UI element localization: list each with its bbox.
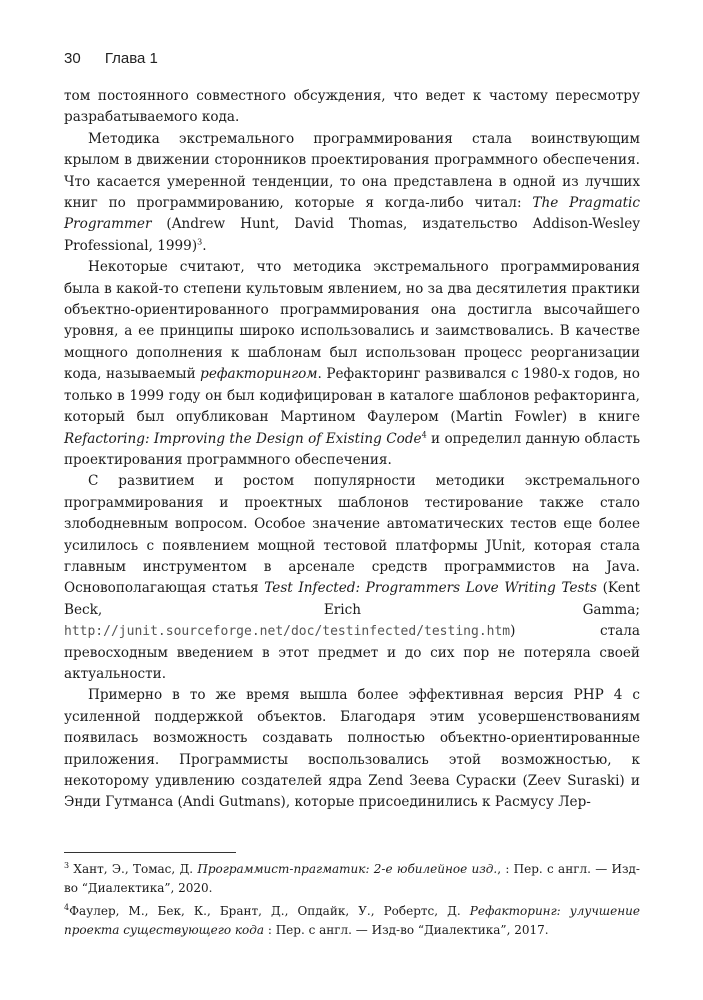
book-title: The Pragmatic Programmer [64, 195, 640, 233]
footnote-ref[interactable]: 4 [421, 429, 427, 439]
text-run: , : Пер. с англ. — Изд-во “Диалектика”, 2020. [64, 862, 640, 895]
text-run: (Andrew Hunt, David Thomas, издательство Addison-Wesley Professional, 1999) [64, 216, 640, 254]
paragraph: том постоянного совместного обсуждения, что ведет к частому пересмотру разрабатываемого кода. [64, 88, 640, 126]
text-run: Методика экстремального программирования стала воинствующим крылом в движении сторонников проектирования программного обеспечения. Что касается умеренной тенденции, то она представлена в одной из лучших книг по программированию, которые я когда-либо читал: [64, 130, 640, 212]
footnote [64, 860, 640, 898]
text-run: (Kent Beck, Erich Gamma; [64, 580, 640, 618]
text-run: . [202, 237, 207, 254]
footnote-title: Программист-прагматик: 2-е юбилейное изд. [197, 862, 498, 876]
footnotes [64, 860, 640, 944]
paragraph: Примерно в то же время вышла более эффективная версия PHP 4 с усиленной поддержкой объектов. Благодаря этим усовершенствованиям появилась возможность создавать полностью объектно-ориентированные приложения. Программисты воспользовались этой возможностью, к некоторому удивлению создателей ядра Zend Зеева Сураски (Zeev Suraski) и Энди Гутманса (Andi Gutmans), которые присоединились к Расмусу Лер- [64, 687, 640, 811]
text-run: Некоторые считают, что методика экстремального программирования была в какой-то степени культовым явлением, но за два десятилетия практики объектно-ориентированного программирования она достигла высочайшего уровня, а ее принципы широко использовались и заимствовались. В качестве мощного дополнения к шаблонам был использован процесс реорганизации кода, называемый [64, 259, 640, 383]
text-run: и определил данную область проектирования программного обеспечения. [64, 430, 641, 468]
footnote [64, 902, 640, 940]
footnote-number: 3 [64, 861, 70, 870]
footnote-number: 4 [64, 903, 70, 912]
page-number: 30 [64, 50, 81, 67]
text-run: С развитием и ростом популярности методики экстремального программирования и проектных шаблонов тестирование также стало злободневным вопросом. Особое значение автоматических тестов еще более усилилось с появлением мощной тестовой платформы JUnit, которая стала главным инструментом в арсенале средств программистов на Java. Основополагающая статья [64, 473, 640, 597]
text-run: . Рефакторинг развивался с 1980-х годов, но только в 1999 году он был кодифицирован в каталоге шаблонов рефакторинга, который был опубликован Мартином Фаулером (Martin Fowler) в книге [64, 366, 640, 426]
url-link[interactable]: http://junit.sourceforge.net/doc/testinfected/testing.htm [64, 624, 511, 640]
book-title: Refactoring: Improving the Design of Existing Code [64, 430, 422, 447]
running-header [64, 50, 158, 67]
text-run: : Пер. с англ. — Изд-во “Диалектика”, 2017. [264, 923, 549, 937]
body-text [64, 86, 640, 814]
footnote-title: Рефакторинг: улучшение проекта существующего кода [64, 904, 640, 937]
text-run: Хант, Э., Томас, Д. [69, 862, 198, 876]
paragraph [64, 129, 640, 257]
chapter-title: Глава 1 [104, 50, 158, 67]
footnote-divider [64, 852, 236, 853]
paragraph [64, 257, 640, 471]
paragraph [64, 471, 640, 685]
article-title: Test Infected: Programmers Love Writing Tests [264, 580, 597, 597]
footnote-ref[interactable]: 3 [197, 237, 203, 247]
text-run: ) стала превосходным введением в этот предмет и до сих пор не потеряла своей актуальности. [64, 623, 640, 682]
term: рефакторингом [200, 366, 318, 383]
text-run: Фаулер, М., Бек, К., Брант, Д., Опдайк, У., Робертс, Д. [69, 904, 470, 918]
